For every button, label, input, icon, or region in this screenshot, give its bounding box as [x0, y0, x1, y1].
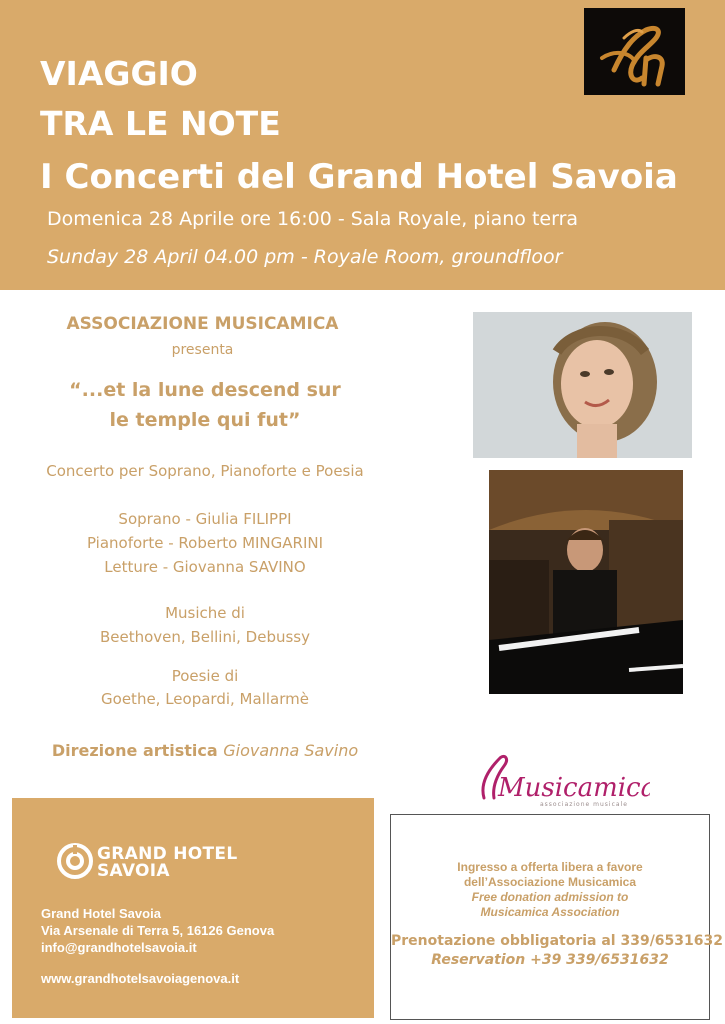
performer-readings: Letture - Giovanna SAVINO: [104, 558, 306, 576]
hotel-logo-line-1: GRAND HOTEL: [97, 844, 238, 864]
admission-line-2: dell’Associazione Musicamica: [463, 875, 637, 889]
admission-line-1: Ingresso a offerta libera a favore: [457, 860, 643, 874]
soprano-photo: [473, 312, 692, 458]
performer-soprano: Soprano - Giulia FILIPPI: [118, 510, 292, 528]
admission-line-3: Free donation admission to: [471, 890, 629, 904]
musicamica-logo-text: Musicamica: [498, 773, 650, 803]
title-line-3: I Concerti del Grand Hotel Savoia: [40, 157, 678, 197]
reservation-english: Reservation +39 339/6531632: [431, 952, 669, 968]
hotel-logo-line-2: SAVOIA: [97, 861, 170, 881]
musicamica-logo: [470, 750, 650, 812]
concert-title-line-1: “...et la lune descend sur: [69, 379, 341, 401]
admission-line-4: Musicamica Association: [480, 905, 620, 919]
artistic-direction: [0, 740, 410, 762]
admission-info-box: [390, 814, 723, 1020]
direction-label: Direzione artistica: [51, 741, 224, 760]
hotel-name: Grand Hotel Savoia: [41, 906, 161, 921]
hotel-website[interactable]: www.grandhotelsavoiagenova.it: [41, 971, 240, 986]
performer-piano: Pianoforte - Roberto MINGARINI: [86, 534, 324, 552]
subtitle-english: Sunday 28 April 04.00 pm - Royale Room, groundfloor: [47, 246, 563, 268]
presents-label: presenta: [171, 342, 234, 358]
musical-note-logo: [584, 8, 685, 95]
direction-name: Giovanna Savino: [223, 741, 359, 760]
pianist-photo: [489, 470, 683, 694]
composers-list: Beethoven, Bellini, Debussy: [99, 628, 310, 646]
subtitle-italian: Domenica 28 Aprile ore 16:00 - Sala Royale, piano terra: [47, 208, 579, 230]
reservation-italian: Prenotazione obbligatoria al 339/6531632: [391, 933, 723, 949]
title-line-1: VIAGGIO: [40, 54, 198, 93]
treble-clef-icon: [584, 8, 685, 95]
hotel-email[interactable]: info@grandhotelsavoia.it: [41, 940, 197, 955]
musicamica-tagline: associazione musicale: [540, 801, 628, 808]
concert-title-line-2: le temple qui fut”: [109, 409, 301, 431]
title-line-2: TRA LE NOTE: [40, 104, 281, 143]
poets-list: Goethe, Leopardi, Mallarmè: [101, 690, 309, 708]
hotel-info-panel: [12, 798, 374, 1018]
music-heading: Musiche di: [165, 604, 245, 622]
association-name: ASSOCIAZIONE MUSICAMICA: [66, 314, 339, 334]
hotel-address: Via Arsenale di Terra 5, 16126 Genova: [41, 923, 275, 938]
poetry-heading: Poesie di: [171, 667, 239, 685]
concert-type: Concerto per Soprano, Pianoforte e Poesia: [46, 462, 364, 480]
grand-hotel-savoia-icon: [56, 842, 94, 880]
header-banner: [0, 0, 725, 290]
